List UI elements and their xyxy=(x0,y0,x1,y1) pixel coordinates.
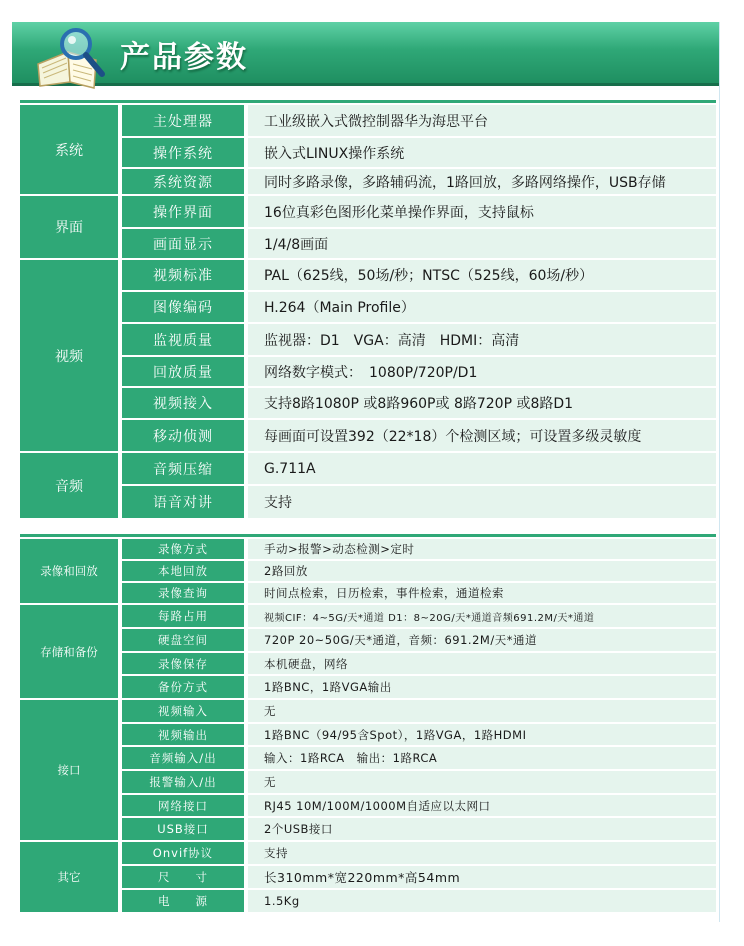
table-row xyxy=(20,291,716,323)
table-row xyxy=(20,419,716,452)
spec-value: 1.5Kg xyxy=(246,889,716,913)
spec-label: 录像查询 xyxy=(120,582,246,604)
spec-label: 语音对讲 xyxy=(120,485,246,519)
spec-label: 音频输入/出 xyxy=(120,746,246,770)
spec-label: USB接口 xyxy=(120,817,246,841)
category-cell: 其它 xyxy=(20,841,120,913)
spec-label: 画面显示 xyxy=(120,228,246,259)
spec-value: 无 xyxy=(246,699,716,723)
spec-value: RJ45 10M/100M/1000M自适应以太网口 xyxy=(246,794,716,817)
table-row xyxy=(20,675,716,699)
table-row xyxy=(20,137,716,168)
spec-value: 2路回放 xyxy=(246,560,716,582)
table-row xyxy=(20,604,716,628)
category-cell: 音频 xyxy=(20,452,120,519)
table-row xyxy=(20,387,716,419)
page-title: 产品参数 xyxy=(120,40,248,75)
spec-label: Onvif协议 xyxy=(120,841,246,865)
spec-value: PAL（625线，50场/秒；NTSC（525线，60场/秒） xyxy=(246,259,716,291)
table-row xyxy=(20,560,716,582)
spec-label: 录像保存 xyxy=(120,652,246,675)
spec-label: 本地回放 xyxy=(120,560,246,582)
category-cell: 录像和回放 xyxy=(20,538,120,604)
spec-label: 网络接口 xyxy=(120,794,246,817)
table-row xyxy=(20,723,716,746)
spec-label: 操作系统 xyxy=(120,137,246,168)
spec-label: 视频输入 xyxy=(120,699,246,723)
spec-label: 备份方式 xyxy=(120,675,246,699)
spec-label: 录像方式 xyxy=(120,538,246,560)
spec-table-main xyxy=(20,100,716,520)
table-row xyxy=(20,168,716,195)
table-row xyxy=(20,746,716,770)
table-row xyxy=(20,538,716,560)
spec-label: 监视质量 xyxy=(120,323,246,356)
category-cell: 存储和备份 xyxy=(20,604,120,699)
spec-label: 每路占用 xyxy=(120,604,246,628)
table-row xyxy=(20,652,716,675)
table-row xyxy=(20,628,716,652)
table-row xyxy=(20,889,716,913)
table-row xyxy=(20,485,716,519)
spec-value: 网络数字模式： 1080P/720P/D1 xyxy=(246,356,716,387)
table-row xyxy=(20,228,716,259)
spec-value: 工业级嵌入式微控制器华为海思平台 xyxy=(246,104,716,137)
spec-value: 1/4/8画面 xyxy=(246,228,716,259)
spec-value: G.711A xyxy=(246,452,716,485)
spec-value: 支持8路1080P 或8路960P或 8路720P 或8路D1 xyxy=(246,387,716,419)
spec-label: 操作界面 xyxy=(120,195,246,228)
spec-label: 图像编码 xyxy=(120,291,246,323)
table-row xyxy=(20,323,716,356)
spec-label: 电 源 xyxy=(120,889,246,913)
category-cell: 接口 xyxy=(20,699,120,841)
table-row xyxy=(20,582,716,604)
table-row xyxy=(20,195,716,228)
spec-value: 1路BNC，1路VGA输出 xyxy=(246,675,716,699)
table-row xyxy=(20,794,716,817)
spec-value: 嵌入式LINUX操作系统 xyxy=(246,137,716,168)
table-row xyxy=(20,770,716,794)
category-cell: 界面 xyxy=(20,195,120,259)
spec-value: 16位真彩色图形化菜单操作界面，支持鼠标 xyxy=(246,195,716,228)
spec-value: 视频CIF：4~5G/天*通道 D1：8~20G/天*通道音频691.2M/天*通道 xyxy=(246,604,716,628)
table-row xyxy=(20,699,716,723)
table-row xyxy=(20,356,716,387)
book-magnifier-icon xyxy=(32,24,114,90)
spec-value: 长310mm*宽220mm*高54mm xyxy=(246,865,716,889)
spec-value: 支持 xyxy=(246,485,716,519)
spec-label: 视频标准 xyxy=(120,259,246,291)
spec-value: 时间点检索，日历检索，事件检索，通道检索 xyxy=(246,582,716,604)
table-row xyxy=(20,841,716,865)
table-row xyxy=(20,865,716,889)
spec-value: 2个USB接口 xyxy=(246,817,716,841)
spec-label: 报警输入/出 xyxy=(120,770,246,794)
spec-label: 视频输出 xyxy=(120,723,246,746)
spec-label: 回放质量 xyxy=(120,356,246,387)
spec-value: 支持 xyxy=(246,841,716,865)
category-cell: 系统 xyxy=(20,104,120,195)
header-banner xyxy=(12,22,720,86)
spec-label: 移动侦测 xyxy=(120,419,246,452)
spec-value: 同时多路录像，多路辅码流，1路回放，多路网络操作，USB存储 xyxy=(246,168,716,195)
table-row xyxy=(20,817,716,841)
spec-label: 尺 寸 xyxy=(120,865,246,889)
spec-value: 手动>报警>动态检测>定时 xyxy=(246,538,716,560)
spec-value: 每画面可设置392（22*18）个检测区域；可设置多级灵敏度 xyxy=(246,419,716,452)
spec-value: H.264（Main Profile） xyxy=(246,291,716,323)
table-row xyxy=(20,452,716,485)
spec-value: 1路BNC（94/95含Spot），1路VGA，1路HDMI xyxy=(246,723,716,746)
spec-value: 监视器：D1 VGA：高清 HDMI：高清 xyxy=(246,323,716,356)
table-row xyxy=(20,104,716,137)
spec-label: 系统资源 xyxy=(120,168,246,195)
right-divider xyxy=(719,22,720,922)
category-cell: 视频 xyxy=(20,259,120,452)
spec-label: 视频接入 xyxy=(120,387,246,419)
spec-label: 硬盘空间 xyxy=(120,628,246,652)
spec-label: 音频压缩 xyxy=(120,452,246,485)
table-row xyxy=(20,259,716,291)
spec-value: 本机硬盘，网络 xyxy=(246,652,716,675)
spec-value: 720P 20~50G/天*通道，音频：691.2M/天*通道 xyxy=(246,628,716,652)
spec-table-secondary xyxy=(20,534,716,914)
spec-value: 无 xyxy=(246,770,716,794)
spec-value: 输入：1路RCA 输出：1路RCA xyxy=(246,746,716,770)
spec-label: 主处理器 xyxy=(120,104,246,137)
